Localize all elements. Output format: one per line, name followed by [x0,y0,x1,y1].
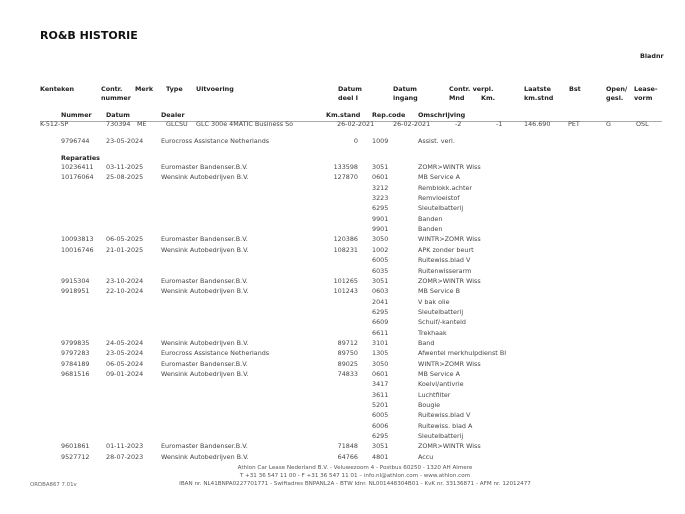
subheader-omschrijving: Omschrijving [418,111,466,119]
header-nummer: nummer [101,94,131,102]
repair-km: 101243 [333,287,358,296]
repair-datum: 01-11-2023 [106,442,144,451]
repair-code: 2041 [372,297,389,306]
vehicle-open-gesl: G [606,120,611,128]
repair-dealer: Euromaster Bandenser.B.V. [161,235,248,244]
repair-code: 3050 [372,359,389,368]
repair-km: 74833 [337,370,358,378]
repair-desc: ZOMR>WINTR Wiss [418,276,481,285]
repair-dealer: Wensink Autobedrijven B.V. [161,173,249,182]
repair-code: 3417 [372,380,389,389]
vehicle-kenteken: K-512-SP [40,120,69,128]
repair-desc: V bak olie [418,297,450,306]
repair-dealer: Wensink Autobedrijven B.V. [161,287,249,296]
vehicle-type: GLCSU [166,120,188,128]
subheader-datum: Datum [106,111,130,119]
repair-code: 6295 [372,307,389,316]
header-merk: Merk [135,85,154,93]
assist-desc: Assist. verl. [418,137,455,145]
repair-code: 0601 [372,173,389,182]
repair-desc: Schuif/-kanteld [418,318,466,327]
subheader-nummer: Nummer [61,111,92,119]
repair-km: 71848 [337,442,358,451]
repair-code: 3223 [372,194,389,203]
repair-code: 6611 [372,328,389,337]
repair-desc: Remvloeistof [418,194,460,203]
repair-nummer: 10236411 [61,163,94,171]
repair-nummer: 9915304 [61,276,90,285]
footer-contact: T +31 36 547 11 00 - F +31 36 547 11 01 – info.nl@athlon.com - www.athlon.com [239,473,471,479]
repair-datum: 25-08-2025 [106,173,144,182]
repair-code: 6295 [372,204,389,213]
repair-code: 3101 [372,338,389,347]
subheader-dealer: Dealer [161,111,185,119]
repair-code: 6005 [372,256,389,265]
repair-nummer: 9527712 [61,452,90,461]
repair-dealer: Wensink Autobedrijven B.V. [161,338,249,347]
vehicle-merk: ME [137,120,147,128]
repair-nummer: 9681516 [61,370,90,378]
repair-datum: 23-05-2024 [106,349,144,358]
repair-code: 1002 [372,245,389,254]
header-kenteken: Kenteken [40,85,75,93]
subheader-repcode: Rep.code [372,111,406,119]
repair-desc: Remblokk.achter [418,183,473,192]
repair-nummer: 10016746 [61,245,94,254]
assist-dealer: Eurocross Assistance Netherlands [161,137,270,145]
header-datum-ingang: Datum [393,85,417,93]
header-km: Km. [481,94,496,102]
repair-desc: WINTR>ZOMR Wiss [418,359,481,368]
header-vorm: vorm [634,94,653,102]
repair-desc: MB Service B [418,287,460,296]
repair-dealer: Euromaster Bandenser.B.V. [161,276,248,285]
repair-code: 3611 [372,390,389,399]
repair-km: 133598 [333,163,358,171]
header-ingang: ingang [393,94,418,102]
repair-datum: 24-05-2024 [106,338,144,347]
repair-code: 3212 [372,183,389,192]
repair-km: 64766 [337,452,358,461]
page-title: RO&B HISTORIE [40,29,138,42]
repair-nummer: 9918951 [61,287,90,296]
vehicle-leasevorm: OSL [636,120,649,128]
header-deel1: deel I [338,94,359,102]
repair-code: 0601 [372,370,389,378]
repair-code: 3051 [372,276,389,285]
repair-datum: 03-11-2025 [106,163,144,171]
repair-code: 3051 [372,163,389,171]
repair-desc: Trekhaak [418,328,447,337]
repair-desc: MB Service A [418,370,460,378]
repair-desc: Ruitenwisserarm [418,266,472,275]
repair-code: 4801 [372,452,389,461]
footer-address: Athlon Car Lease Nederland B.V. - Veluwezoom 4 - Postbus 60250 - 1320 AH Almere [237,465,473,471]
repair-code: 6005 [372,411,389,420]
repair-dealer: Euromaster Bandenser.B.V. [161,359,248,368]
repair-datum: 09-01-2024 [106,370,144,378]
repair-datum: 06-05-2025 [106,235,144,244]
repair-code: 1305 [372,349,389,358]
header-datum-deel1: Datum [338,85,362,93]
repair-code: 9901 [372,225,389,234]
repair-desc: Ruitewiss.blad V [418,256,471,265]
repair-code: 5201 [372,401,389,410]
repair-datum: 28-07-2023 [106,452,144,461]
header-contr-verpl: Contr. verpl. [449,85,494,93]
repair-code: 6295 [372,432,389,441]
header-open: Open/ [606,85,628,93]
repair-dealer: Wensink Autobedrijven B.V. [161,452,249,461]
header-bst: Bst [569,85,581,93]
repair-datum: 21-01-2025 [106,245,144,254]
vehicle-bst: PET [568,120,580,128]
header-lease: Lease- [634,85,658,93]
assist-code: 1009 [372,137,389,145]
repair-km: 89750 [337,349,358,358]
repair-dealer: Euromaster Bandenser.B.V. [161,442,248,451]
repair-code: 3050 [372,235,389,244]
repair-datum: 22-10-2024 [106,287,144,296]
footer-bank: IBAN nr. NL41BNPA0227701771 - Swiftadres BNPANL2A - BTW Idnr. NL001448304B01 - KvK nr. 33136871 - AFM nr. 12012477 [179,481,531,487]
repair-nummer: 9797283 [61,349,90,358]
repair-desc: Sleutelbatterij [418,204,464,213]
repair-km: 108231 [333,245,358,254]
repair-km: 120386 [333,235,358,244]
repair-datum: 23-10-2024 [106,276,144,285]
repair-desc: Accu [418,452,434,461]
repair-code: 3051 [372,442,389,451]
repair-km: 89025 [337,359,358,368]
repair-dealer: Wensink Autobedrijven B.V. [161,370,249,378]
repair-nummer: 9799835 [61,338,90,347]
header-kmstnd: km.stnd [524,94,554,102]
assist-datum: 23-05-2024 [106,137,144,145]
vehicle-km: -1 [496,120,503,128]
repair-desc: Sleutelbatterij [418,432,464,441]
vehicle-datum-ingang: 26-02-2021 [393,120,431,128]
repair-dealer: Eurocross Assistance Netherlands [161,349,270,358]
assist-nummer: 9796744 [61,137,90,145]
repair-desc: Banden [418,225,443,234]
vehicle-contract: 730394 [106,120,131,128]
repair-desc: Sleutelbatterij [418,307,464,316]
repair-code: 6035 [372,266,389,275]
repair-km: 127870 [333,173,358,182]
vehicle-laatste-km: 146.690 [524,120,551,128]
repair-desc: APK zonder beurt [418,245,474,254]
repair-km: 89712 [337,338,358,347]
vehicle-uitvoering: GLC 300e 4MATIC Business So [196,120,294,128]
repair-desc: MB Service A [418,173,460,182]
repair-nummer: 10093813 [61,235,94,244]
repair-desc: Ruitewiss. blad A [418,421,473,430]
vehicle-datum-deel1: 26-02-2021 [337,120,375,128]
repair-desc: Banden [418,214,443,223]
repair-datum: 06-05-2024 [106,359,144,368]
repair-desc: Band [418,338,435,347]
header-uitvoering: Uitvoering [196,85,234,93]
repair-code: 6609 [372,318,389,327]
repair-desc: Ruitewiss.blad V [418,411,471,420]
header-mnd: Mnd [449,94,465,102]
repair-desc: Koelvl/antivrie [418,380,464,389]
header-contr: Contr. [101,85,123,93]
header-gesl: gesl. [606,94,624,102]
repair-nummer: 9784189 [61,359,90,368]
header-type: Type [166,85,183,93]
repair-desc: Afwentel merkhulpdienst BI [418,349,507,358]
repair-code: 0603 [372,287,389,296]
page-number-label: Bladnr [640,52,664,60]
repair-code: 9901 [372,214,389,223]
repair-code: 6006 [372,421,389,430]
repair-desc: Bougie [418,401,441,410]
header-laatste: Laatste [524,85,551,93]
repair-desc: ZOMR>WINTR Wiss [418,442,481,451]
form-code: ORDBA867 7.01v [30,482,77,488]
subheader-kmstand: Km.stand [326,111,361,119]
repairs-section-label: Reparaties [61,154,100,162]
repair-nummer: 9601861 [61,442,90,451]
repair-desc: WINTR>ZOMR Wiss [418,235,481,244]
repair-desc: ZOMR>WINTR Wiss [418,163,481,171]
repair-dealer: Wensink Autobedrijven B.V. [161,245,249,254]
vehicle-mnd: -2 [455,120,462,128]
repair-dealer: Euromaster Bandenser.B.V. [161,163,248,171]
assist-km: 0 [353,137,358,145]
repair-desc: Luchtfilter [418,390,451,399]
repair-nummer: 10176064 [61,173,94,182]
repair-km: 101265 [333,276,358,285]
